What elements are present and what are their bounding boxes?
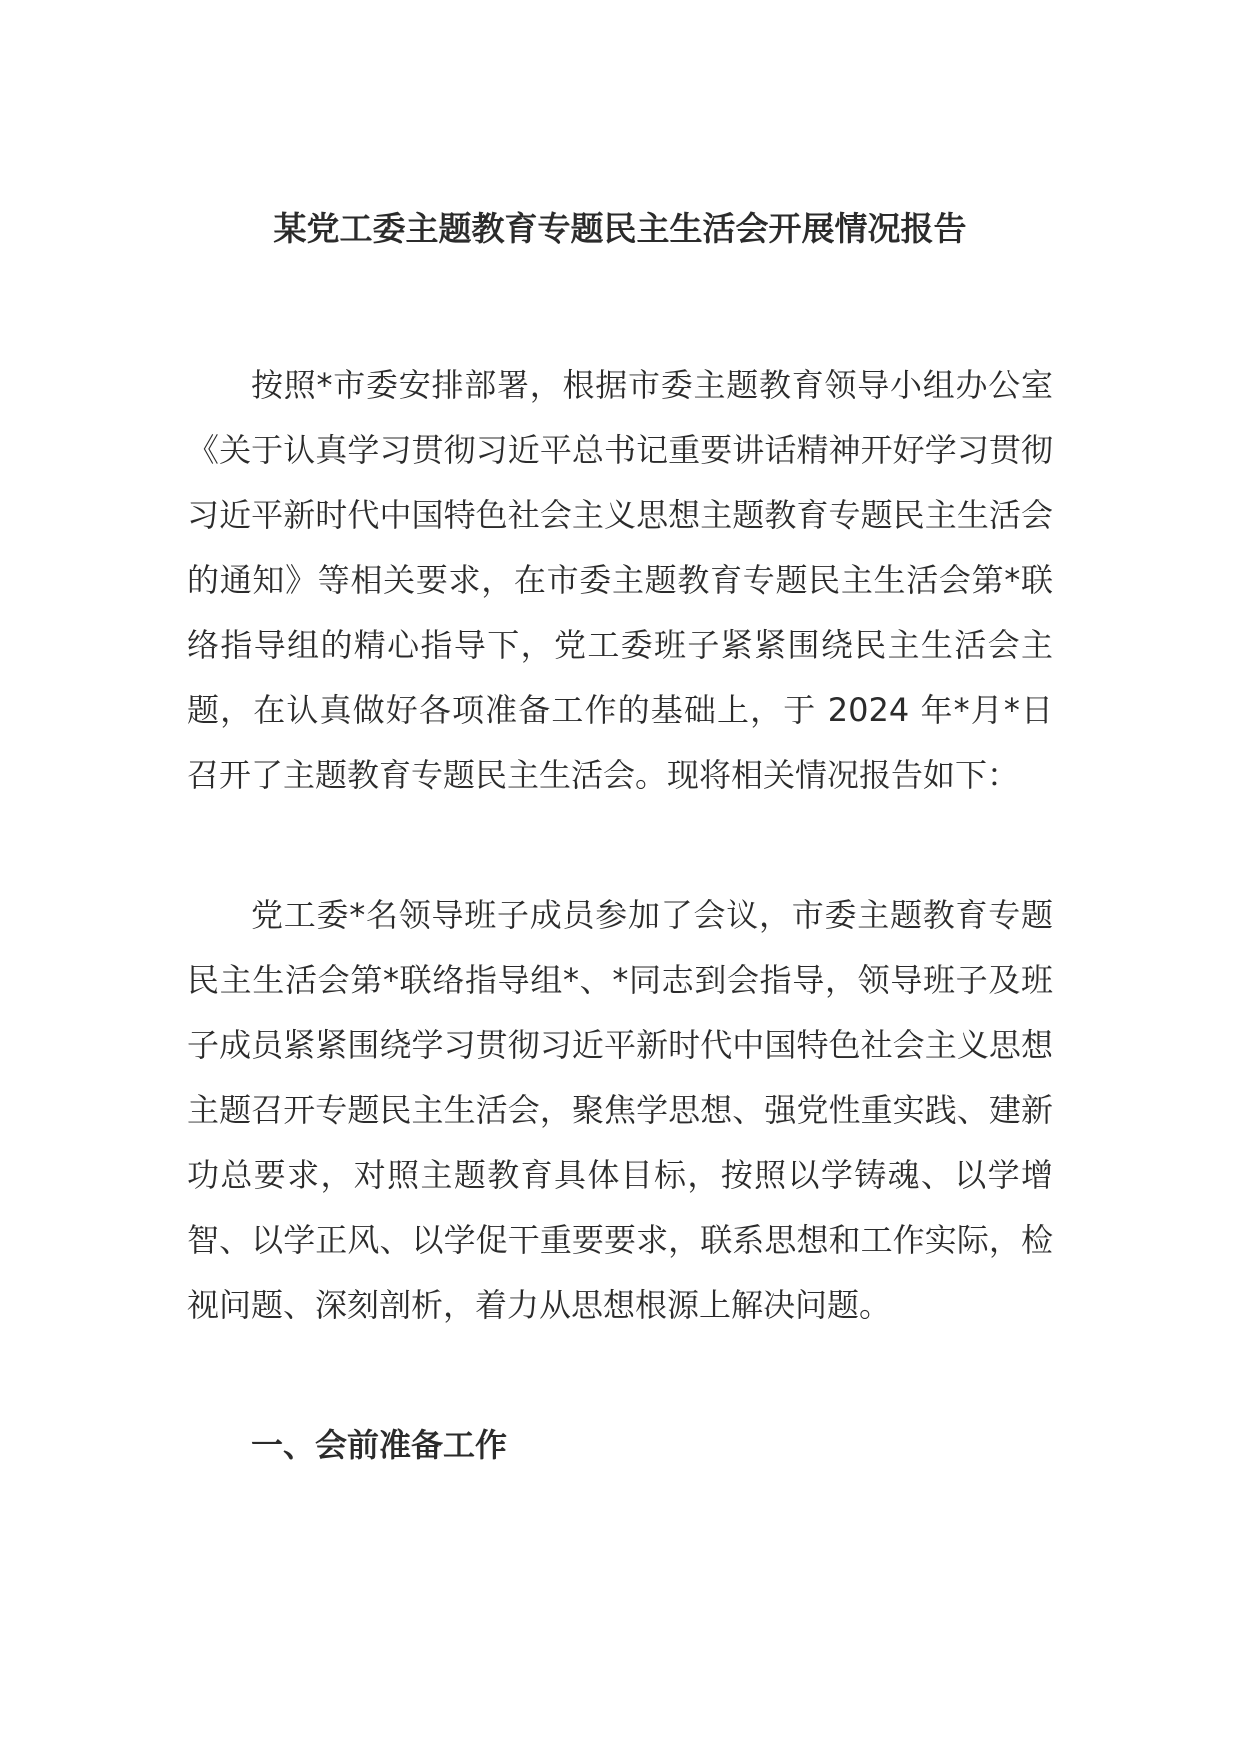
section-heading: 一、会前准备工作 — [251, 1426, 508, 1464]
document-title: 某党工委主题教育专题民主生活会开展情况报告 — [273, 209, 967, 248]
body-paragraph-2: 党工委*名领导班子成员参加了会议，市委主题教育专题民主生活会第*联络指导组*、*同志到会指导，领导班子及班子成员紧紧围绕学习贯彻习近平新时代中国特色社会主义思想主题召开专题民主生活会，聚焦学思想、强党性重实践、建新功总要求，对照主题教育具体目标，按照以学铸魂、以学增智、以学正风、以学促干重要要求，联系思想和工作实际，检视问题、深刻剖析，着力从思想根源上解决问题。 — [187, 896, 1053, 1324]
body-paragraph-1: 按照*市委安排部署，根据市委主题教育领导小组办公室《关于认真学习贯彻习近平总书记重要讲话精神开好学习贯彻习近平新时代中国特色社会主义思想主题教育专题民主生活会的通知》等相关要求，在市委主题教育专题民主生活会第*联络指导组的精心指导下，党工委班子紧紧围绕民主生活会主题，在认真做好各项准备工作的基础上，于 2024 年*月*日召开了主题教育专题民主生活会。现将相关情况报告如下： — [187, 366, 1053, 794]
